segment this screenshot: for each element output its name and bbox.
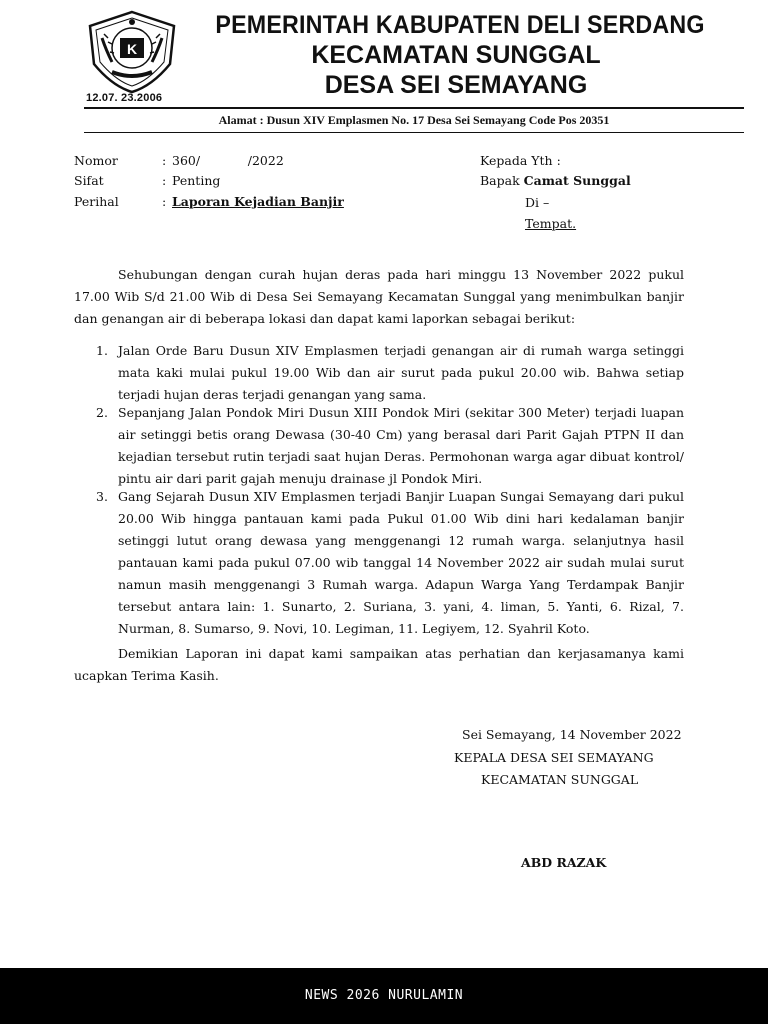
letterhead-address: Alamat : Dusun XIV Emplasmen No. 17 Desa Sei Semayang Code Pos 20351 [218,113,610,127]
nomor-colon: : [162,153,167,168]
list-item-number: 2. [96,405,108,420]
letterhead-line-1: PEMERINTAH KABUPATEN DELI SERDANG [215,11,705,39]
list-item-text: Sepanjang Jalan Pondok Miri Dusun XIII Pondok Miri (sekitar 300 Meter) terjadi luapan air setinggi betis orang Dewasa (30-40 Cm) yang berasal dari Parit Gajah PTPN II dan kejadian tersebut rutin terjadi saat hujan Deras. Permohonan warga agar dibuat kontrol/ pintu air dari parit gajah menuju drainase jl Pondok Miri. [118,405,684,486]
recipient-di: Di – [525,195,550,210]
signature-place-date: Sei Semayang, 14 November 2022 [462,727,682,742]
svg-text:K: K [126,41,138,57]
perihal-value: Laporan Kejadian Banjir [172,194,344,209]
list-item-text: Jalan Orde Baru Dusun XIV Emplasmen terjadi genangan air di rumah warga setinggi mata kaki mulai pukul 19.00 Wib dan air surut pada pukul 20.00 wib. Bahwa setiap terjadi hujan deras terjadi genangan yang sama. [118,343,684,402]
letterhead-rule-thin [84,132,744,133]
sifat-colon: : [162,173,167,188]
list-item [96,402,684,490]
letterhead-line-3: DESA SEI SEMAYANG [324,71,588,99]
recipient [480,171,631,191]
list-item [96,486,684,640]
signature-name: ABD RAZAK [521,855,607,870]
intro-paragraph: Sehubungan dengan curah hujan deras pada hari minggu 13 November 2022 pukul 17.00 Wib S/d 21.00 Wib di Desa Sei Semayang Kecamatan Sunggal yang menimbulkan banjir dan genangan air di beberapa lokasi dan dapat kami laporkan sebagai berikut: [74,267,684,326]
recipient-tempat: Tempat. [525,216,577,231]
perihal-label: Perihal [74,194,119,209]
recipient-camat: Camat Sunggal [523,173,631,188]
nomor-label: Nomor [74,153,118,168]
perihal-colon: : [162,194,167,209]
letterhead-line-2: KECAMATAN SUNGGAL [311,41,601,69]
letterhead-title [190,10,730,100]
signature-title-1: KEPALA DESA SEI SEMAYANG [454,750,654,765]
signature-title-2: KECAMATAN SUNGGAL [481,772,639,787]
news-banner: NEWS 2026 NURULAMIN [0,968,768,1024]
list-item-number: 3. [96,489,108,504]
letterhead-rule-thick [84,107,744,109]
sifat-label: Sifat [74,173,104,188]
list-item-number: 1. [96,343,108,358]
nomor-value: 360/ /2022 [172,153,284,168]
emblem-date: 12.07. 23.2006 [86,92,163,104]
regency-emblem-icon [82,8,182,94]
kepada-yth: Kepada Yth : [480,153,561,168]
list-item [96,340,684,406]
sifat-value: Penting [172,173,221,188]
recipient-bapak: Bapak [480,173,520,188]
closing-paragraph: Demikian Laporan ini dapat kami sampaikan atas perhatian dan kerjasamanya kami ucapkan Terima Kasih. [74,646,684,683]
list-item-text: Gang Sejarah Dusun XIV Emplasmen terjadi Banjir Luapan Sungai Semayang dari pukul 20.00 Wib hingga pantauan kami pada Pukul 01.00 Wib dini hari kedalaman banjir setinggi lutut orang dewasa yang menggenangi 12 rumah warga. selanjutnya hasil pantauan kami pada pukul 07.00 wib tanggal 14 November 2022 air sudah mulai surut namun masih menggenangi 3 Rumah warga. Adapun Warga Yang Terdampak Banjir tersebut antara lain: 1. Sunarto, 2. Suriana, 3. yani, 4. liman, 5. Yanti, 6. Rizal, 7. Nurman, 8. Sumarso, 9. Novi, 10. Legiman, 11. Legiyem, 12. Syahril Koto. [118,489,684,636]
